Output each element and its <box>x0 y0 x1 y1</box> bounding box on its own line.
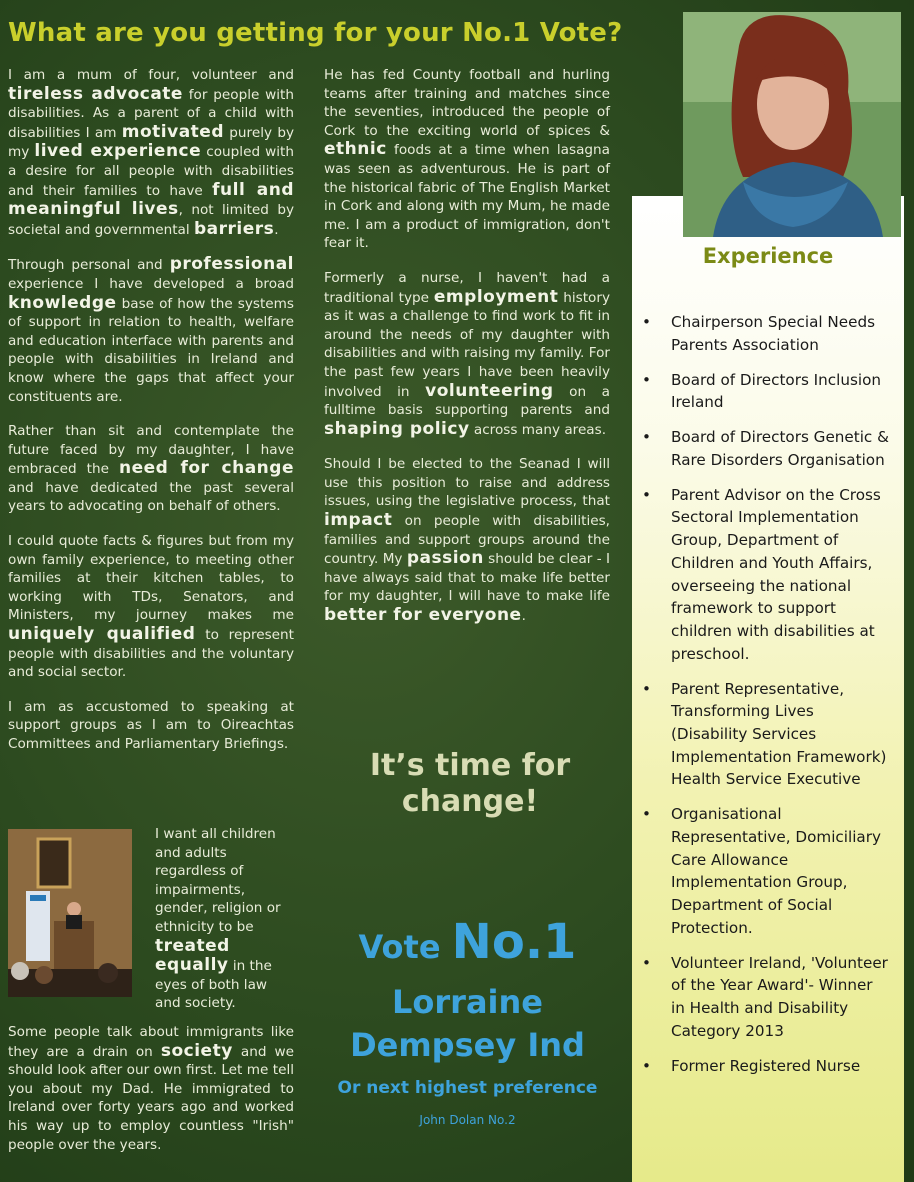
vote-number: No.1 <box>451 914 577 970</box>
candidate-portrait <box>683 12 901 237</box>
vote-number-line <box>325 908 610 981</box>
emphasis-phrase: full and meaningful lives <box>8 179 294 220</box>
experience-item <box>632 311 904 356</box>
experience-item <box>632 803 904 939</box>
experience-item <box>632 678 904 792</box>
bullet-icon: • <box>642 953 651 972</box>
experience-item-text: Former Registered Nurse <box>671 1056 861 1075</box>
paragraph: Some people talk about immigrants like they are a drain on society and we should look after our own first. Let me tell you about my Dad. He immigrated to Ireland over forty years ago and worked his way up to employ countless "Irish" people over the years. <box>8 1024 294 1153</box>
emphasis-phrase: shaping policy <box>324 418 470 439</box>
experience-panel <box>632 196 904 1182</box>
emphasis-phrase: treated equally <box>155 935 230 976</box>
experience-list <box>632 311 904 1090</box>
left-text-column <box>8 66 294 770</box>
candidate-name: Lorraine <box>392 983 543 1021</box>
bullet-icon: • <box>642 805 651 824</box>
experience-item-text: Chairperson Special Needs Parents Association <box>671 313 876 354</box>
paragraph: Formerly a nurse, I haven't had a traditional type employment history as it was a challenge to find work to fit in around the needs of my daughter with disabilities and with raising my family. For the past few years I have been heavily involved in volunteering on a fulltime basis supporting parents and shaping policy across many areas. <box>324 269 611 439</box>
emphasis-phrase: lived experience <box>34 141 202 162</box>
preference-note: Or next highest preference <box>337 1078 598 1098</box>
bullet-icon: • <box>642 370 651 389</box>
bullet-icon: • <box>642 485 651 504</box>
emphasis-phrase: tireless advocate <box>8 83 183 104</box>
candidate-portrait-illustration <box>683 12 901 237</box>
running-mate: John Dolan No.2 <box>419 1113 516 1127</box>
paragraph: Should I be elected to the Seanad I will use this position to raise and address issues, using the legislative process, that impact on people with disabilities, families and support groups around the country. My passion should be clear - I have always said that to make life better for my daughter, I will have to make life better for everyone. <box>324 456 610 626</box>
emphasis-phrase: better for everyone <box>324 605 522 626</box>
vote-callout <box>325 908 610 1131</box>
experience-item-text: Organisational Representative, Domiciliary Care Allowance Implementation Group, Department of Social Protection. <box>671 805 881 937</box>
slogan <box>330 748 610 820</box>
experience-title: Experience <box>702 244 834 268</box>
emphasis-phrase: professional <box>169 254 294 275</box>
experience-item <box>632 426 904 471</box>
emphasis-phrase: knowledge <box>8 292 117 313</box>
experience-item-text: Parent Advisor on the Cross Sectoral Implementation Group, Department of Children and Youth Affairs, overseeing the national framework to support children with disabilities at preschool. <box>671 485 881 663</box>
emphasis-phrase: volunteering <box>425 380 554 401</box>
immigration-paragraph <box>8 1023 294 1170</box>
paragraph: I am a mum of four, volunteer and tireless advocate for people with disabilities. As a parent of a child with disabilities I am motivated purely by my lived experience coupled with a desire for all people with disabilities and their families to have full and meaningful lives, not limited by societal and governmental barriers. <box>8 67 295 239</box>
emphasis-phrase: ethnic <box>324 139 387 160</box>
candidate-name: Dempsey Ind <box>350 1026 585 1064</box>
experience-item <box>632 952 904 1043</box>
speaking-event-photo <box>8 829 132 997</box>
experience-item <box>632 1055 904 1078</box>
emphasis-phrase: passion <box>406 548 484 569</box>
emphasis-phrase: society <box>160 1040 233 1061</box>
speaking-event-illustration <box>8 829 132 997</box>
slogan-line: It’s time for <box>369 748 571 783</box>
paragraph: Rather than sit and contemplate the future faced by my daughter, I have embraced the need for change and have dedicated the past several years to advocating on behalf of others. <box>8 423 294 515</box>
emphasis-phrase: barriers <box>193 218 275 239</box>
bullet-icon: • <box>642 679 651 698</box>
emphasis-phrase: employment <box>433 286 559 307</box>
paragraph: I want all children and adults regardless of impairments, gender, religion or ethnicity to be treated equally in the eyes of both law and society. <box>155 826 281 1012</box>
experience-item-text: Volunteer Ireland, 'Volunteer of the Year Award'- Winner in Health and Disability Category 2013 <box>671 953 888 1040</box>
paragraph: I could quote facts & figures but from my own family experience, to meeting other families at their kitchen tables, to working with TDs, Senators, and Ministers, my journey makes me uniquely qualified to represent people with disabilities and the voluntary and social sector. <box>8 533 294 681</box>
experience-item-text: Board of Directors Inclusion Ireland <box>671 370 882 412</box>
paragraph: Through personal and professional experience I have developed a broad knowledge base of how the systems of support in relation to health, welfare and education interface with parents and people with disabilities in Ireland and know where the gaps that affect your constituents are. <box>8 254 294 405</box>
experience-item-text: Board of Directors Genetic & Rare Disorders Organisation <box>671 428 889 469</box>
vote-prefix: Vote <box>358 928 441 966</box>
emphasis-phrase: uniquely qualified <box>8 624 196 645</box>
experience-item <box>632 484 904 666</box>
emphasis-phrase: impact <box>324 510 393 531</box>
experience-item-text: Parent Representative, Transforming Lives (Disability Services Implementation Framework) Health Service Executive <box>671 679 887 789</box>
page-headline: What are you getting for your No.1 Vote? <box>8 18 623 48</box>
photo-caption-text <box>155 825 295 1013</box>
experience-item <box>632 369 904 414</box>
emphasis-phrase: motivated <box>121 121 225 142</box>
emphasis-phrase: need for change <box>118 458 294 479</box>
bullet-icon: • <box>642 1056 651 1075</box>
bullet-icon: • <box>642 313 651 331</box>
paragraph: I am as accustomed to speaking at support groups as I am to Oireachtas Committees and Parliamentary Briefings. <box>8 698 294 752</box>
bullet-icon: • <box>642 428 651 447</box>
slogan-line: change! <box>401 784 539 819</box>
paragraph: He has fed County football and hurling teams after training and matches since the seventies, introduced the people of Cork to the exciting world of spices & ethnic foods at a time when lasagna was seen as adventurous. He is part of the historical fabric of The English Market in Cork and along with my Mum, he made me. I am a product of immigration, don't fear it. <box>324 67 610 252</box>
middle-text-column <box>324 66 610 642</box>
